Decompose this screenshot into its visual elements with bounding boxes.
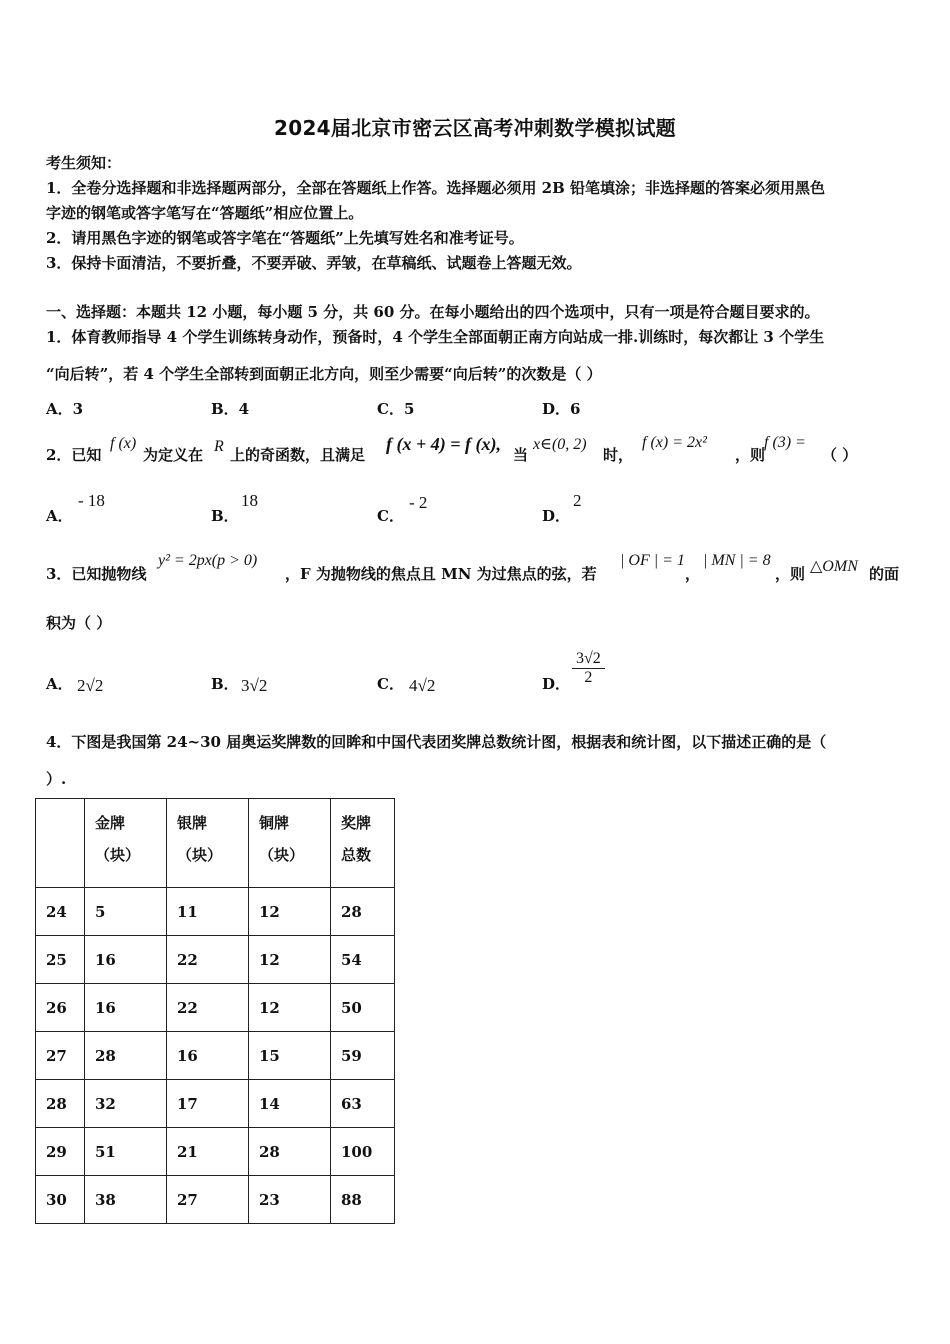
q3-option-c-label: C． [377, 675, 404, 693]
table-row [36, 984, 395, 1032]
q2-option-a-label: A． [46, 507, 73, 525]
q1-option-c: C．5 [377, 400, 415, 418]
table-cell: 27 [36, 1032, 85, 1080]
q2-text-7: （ ） [822, 446, 858, 464]
table-cell: 22 [167, 936, 249, 984]
table-cell: 29 [36, 1128, 85, 1176]
table-cell: 15 [249, 1032, 331, 1080]
q1-option-d: D．6 [542, 400, 581, 418]
table-cell: 22 [167, 984, 249, 1032]
table-cell: 17 [167, 1080, 249, 1128]
header-cell-line: 总数 [341, 846, 372, 864]
q2-option-d-value: 2 [573, 491, 582, 510]
q3-math-mn: | MN | = 8 [703, 552, 771, 569]
table-cell: 14 [249, 1080, 331, 1128]
table-cell: 54 [331, 936, 395, 984]
table-cell: 5 [85, 888, 167, 936]
header-cell-line: 金牌 [95, 814, 126, 832]
q3-option-b-label: B． [211, 675, 239, 693]
table-cell: 28 [85, 1032, 167, 1080]
header-cell-line: 奖牌 [341, 814, 372, 832]
table-cell: 28 [36, 1080, 85, 1128]
medal-table [35, 798, 395, 1224]
q3-math-triangle: △OMN [810, 558, 858, 575]
table-row [36, 1032, 395, 1080]
table-cell: 51 [85, 1128, 167, 1176]
table-cell: 30 [36, 1176, 85, 1224]
q2-math-period: f (x + 4) = f (x), [386, 434, 501, 454]
q1-line-1: 1．体育教师指导 4 个学生训练转身动作，预备时，4 个学生全部面朝正南方向站成一排.训练时，每次都让 3 个学生 [46, 328, 825, 346]
q3-text-3: ， [685, 565, 701, 583]
q2-text-2: 为定义在 [143, 446, 204, 464]
q2-math-def: f (x) = 2x² [642, 434, 707, 451]
table-cell: 25 [36, 936, 85, 984]
fraction-denominator: 2 [584, 669, 593, 686]
q1-option-a: A．3 [46, 400, 84, 418]
table-cell: 16 [167, 1032, 249, 1080]
table-cell: 16 [85, 984, 167, 1032]
q2-option-d-label: D． [542, 507, 571, 525]
q3-text-4: ，则 [775, 565, 806, 583]
table-cell: 32 [85, 1080, 167, 1128]
notice-heading: 考生须知： [46, 154, 122, 172]
table-cell: 63 [331, 1080, 395, 1128]
q1-line-2: “向后转”，若 4 个学生全部转到面朝正北方向，则至少需要“向后转”的次数是（ ） [46, 365, 602, 383]
q3-text-2: ，F 为抛物线的焦点且 MN 为过焦点的弦，若 [285, 565, 597, 583]
table-cell: 16 [85, 936, 167, 984]
q2-math-f3: f (3) = [764, 434, 806, 451]
q2-option-c-value: - 2 [409, 493, 428, 512]
table-cell: 11 [167, 888, 249, 936]
q1-option-b: B．4 [211, 400, 250, 418]
table-cell: 28 [331, 888, 395, 936]
header-cell-silver [167, 799, 249, 888]
q2-option-b-label: B． [211, 507, 239, 525]
notice-line-1b: 字迹的钢笔或答字笔写在“答题纸”相应位置上。 [46, 204, 364, 222]
section-heading: 一、选择题：本题共 12 小题，每小题 5 分，共 60 分。在每小题给出的四个选项中，只有一项是符合题目要求的。 [46, 303, 820, 321]
header-cell-line: （块） [177, 846, 223, 864]
q3-option-d-label: D． [542, 675, 571, 693]
header-cell-line: 银牌 [177, 814, 208, 832]
table-cell: 12 [249, 984, 331, 1032]
table-cell: 24 [36, 888, 85, 936]
table-cell: 21 [167, 1128, 249, 1176]
table-row [36, 888, 395, 936]
table-header-row [36, 799, 395, 888]
q2-text-3: 上的奇函数，且满足 [230, 446, 366, 464]
notice-line-2: 2．请用黑色字迹的钢笔或答字笔在“答题纸”上先填写姓名和准考证号。 [46, 229, 524, 247]
notice-line-1a: 1．全卷分选择题和非选择题两部分，全部在答题纸上作答。选择题必须用 2B 铅笔填涂；非选择题的答案必须用黑色 [46, 179, 826, 197]
q2-option-b-value: 18 [241, 491, 258, 510]
q4-line-1: 4．下图是我国第 24~30 届奥运奖牌数的回眸和中国代表团奖牌总数统计图，根据表和统计图，以下描述正确的是（ [46, 733, 827, 751]
table-cell: 23 [249, 1176, 331, 1224]
q2-math-domain: x∈(0, 2) [533, 436, 587, 453]
header-cell-line: 铜牌 [259, 814, 290, 832]
page-title: 2024届北京市密云区高考冲刺数学模拟试题 [274, 116, 676, 140]
q3-option-d-value [572, 650, 605, 687]
q2-text-1: 2．已知 [46, 446, 102, 464]
q3-option-a-value: 2√2 [77, 676, 104, 695]
table-cell: 59 [331, 1032, 395, 1080]
table-cell: 88 [331, 1176, 395, 1224]
q3-option-b-value: 3√2 [241, 676, 268, 695]
q2-option-c-label: C． [377, 507, 404, 525]
header-cell-bronze [249, 799, 331, 888]
table-row [36, 1128, 395, 1176]
q2-math-fx: f (x) [110, 435, 137, 452]
table-cell: 12 [249, 936, 331, 984]
header-cell-total [331, 799, 395, 888]
table-row [36, 1176, 395, 1224]
table-cell: 38 [85, 1176, 167, 1224]
header-cell-line: （块） [95, 846, 141, 864]
q3-option-c-value: 4√2 [409, 676, 436, 695]
q3-math-of: | OF | = 1 [620, 552, 685, 569]
q2-text-5: 时， [603, 446, 634, 464]
q2-text-4: 当 [513, 446, 529, 464]
table-row [36, 936, 395, 984]
q3-math-parabola: y² = 2px(p > 0) [158, 552, 258, 569]
q3-text-5: 的面 [869, 565, 900, 583]
q2-math-r: R [214, 438, 224, 455]
q3-text-1: 3．已知抛物线 [46, 565, 147, 583]
q3-option-a-label: A． [46, 675, 73, 693]
q2-text-6: ，则 [735, 446, 766, 464]
q3-line-2: 积为（ ） [46, 614, 112, 632]
fraction-numerator: 3√2 [572, 650, 605, 669]
header-cell-line: （块） [259, 846, 305, 864]
header-cell-edition [36, 799, 85, 888]
q4-line-2: ）. [46, 770, 67, 788]
header-cell-gold [85, 799, 167, 888]
table-row [36, 1080, 395, 1128]
table-cell: 50 [331, 984, 395, 1032]
table-cell: 100 [331, 1128, 395, 1176]
table-cell: 27 [167, 1176, 249, 1224]
table-cell: 28 [249, 1128, 331, 1176]
q2-option-a-value: - 18 [78, 491, 105, 510]
table-cell: 26 [36, 984, 85, 1032]
fraction [572, 650, 605, 687]
notice-line-3: 3．保持卡面清洁，不要折叠，不要弄破、弄皱，在草稿纸、试题卷上答题无效。 [46, 254, 582, 272]
table-cell: 12 [249, 888, 331, 936]
